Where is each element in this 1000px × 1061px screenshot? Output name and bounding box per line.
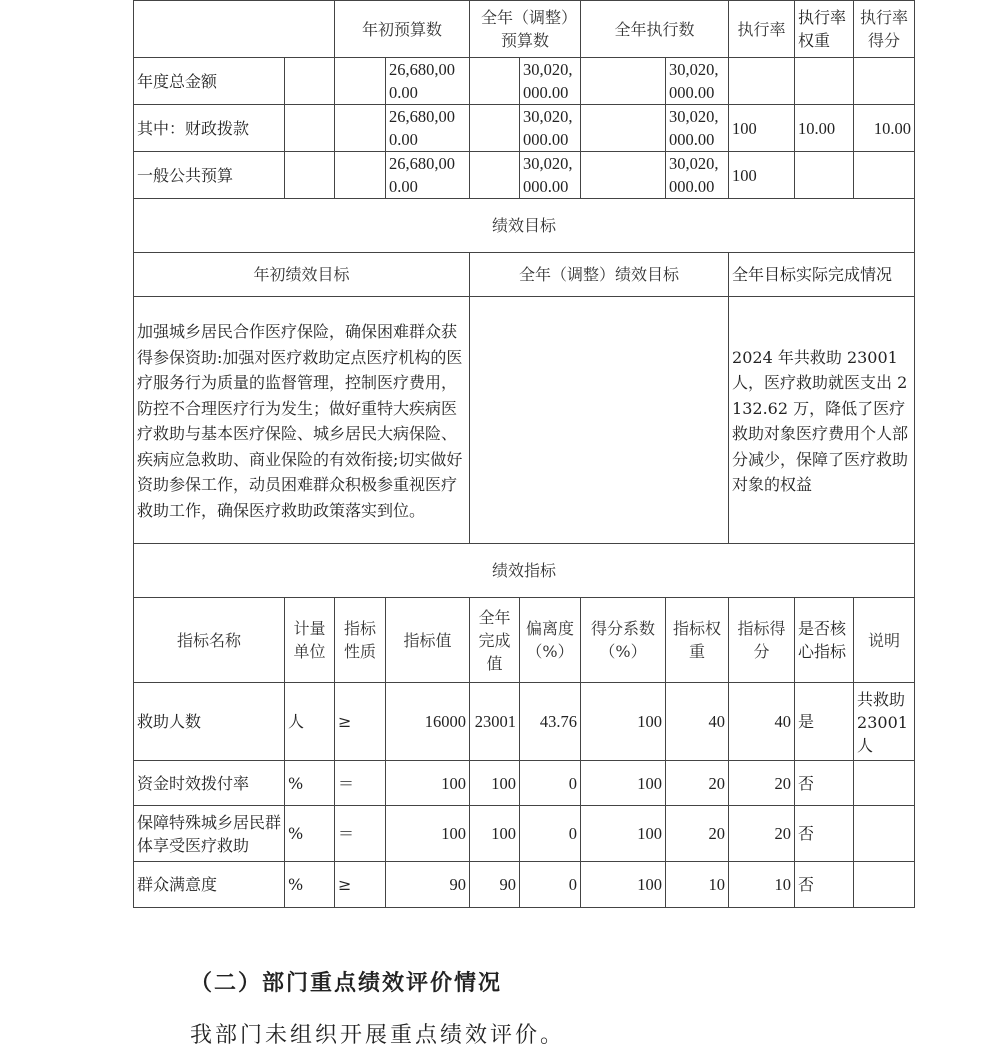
budget-row (134, 58, 915, 105)
indicator-note: 共救助23001人 (854, 683, 915, 761)
indicator-row (134, 761, 915, 806)
ind-header-deviation: 偏离度（%） (520, 598, 581, 683)
budget-initial: 26,680,000.00 (386, 152, 470, 199)
header-exec-rate: 执行率 (729, 1, 795, 58)
indicators-header-row (134, 598, 915, 683)
indicator-name: 救助人数 (134, 683, 285, 761)
ind-header-target: 指标值 (386, 598, 470, 683)
ind-header-unit: 计量单位 (285, 598, 335, 683)
budget-adjusted: 30,020,000.00 (520, 105, 581, 152)
goals-header-actual: 全年目标实际完成情况 (729, 253, 915, 297)
indicator-actual: 90 (470, 862, 520, 908)
indicator-target: 100 (386, 806, 470, 862)
goals-header-adjusted: 全年（调整）绩效目标 (470, 253, 729, 297)
empty-cell (285, 152, 335, 199)
indicator-actual: 100 (470, 761, 520, 806)
indicator-nature: ＝ (335, 806, 386, 862)
goals-actual-text: 2024 年共救助 23001 人，医疗救助就医支出 2132.62 万，降低了医疗救助对象医疗费用个人部分减少，保障了医疗救助对象的权益 (729, 297, 915, 544)
empty-cell (581, 58, 666, 105)
header-executed: 全年执行数 (581, 1, 729, 58)
goals-initial-text: 加强城乡居民合作医疗保险，确保困难群众获得参保资助:加强对医疗救助定点医疗机构的医疗服务行为质量的监督管理，控制医疗费用，防控不合理医疗行为发生；做好重特大疾病医疗救助与基本医疗保险、城乡居民大病保险、疾病应急救助、商业保险的有效衔接;切实做好资助参保工作，动员困难群众积极参重视医疗救助工作，确保医疗救助政策落实到位。 (134, 297, 470, 544)
empty-cell (285, 105, 335, 152)
indicator-nature: ＝ (335, 761, 386, 806)
section-body: 我部门未组织开展重点绩效评价。 (190, 1023, 566, 1048)
indicator-weight: 10 (666, 862, 729, 908)
indicator-core: 否 (795, 862, 854, 908)
indicator-deviation: 0 (520, 806, 581, 862)
budget-header-blank (134, 1, 335, 58)
indicators-title-row (134, 544, 915, 598)
budget-adjusted: 30,020,000.00 (520, 58, 581, 105)
indicator-score: 10 (729, 862, 795, 908)
indicator-weight: 20 (666, 806, 729, 862)
budget-score (854, 58, 915, 105)
indicator-actual: 100 (470, 806, 520, 862)
budget-rate: 100 (729, 152, 795, 199)
indicator-unit: % (285, 806, 335, 862)
budget-adjusted: 30,020,000.00 (520, 152, 581, 199)
budget-weight: 10.00 (795, 105, 854, 152)
budget-rate: 100 (729, 105, 795, 152)
goals-title-row (134, 199, 915, 253)
empty-cell (335, 152, 386, 199)
section-heading: （二）部门重点绩效评价情况 (190, 970, 503, 996)
indicator-core: 否 (795, 806, 854, 862)
header-initial-budget: 年初预算数 (335, 1, 470, 58)
ind-header-note: 说明 (854, 598, 915, 683)
budget-row (134, 105, 915, 152)
ind-header-actual: 全年完成值 (470, 598, 520, 683)
empty-cell (335, 105, 386, 152)
budget-weight (795, 152, 854, 199)
goals-adjusted-text (470, 297, 729, 544)
ind-header-weight: 指标权重 (666, 598, 729, 683)
indicator-name: 群众满意度 (134, 862, 285, 908)
indicator-note (854, 761, 915, 806)
empty-cell (335, 58, 386, 105)
goals-header-initial: 年初绩效目标 (134, 253, 470, 297)
budget-row-label: 年度总金额 (134, 58, 285, 105)
budget-executed: 30,020,000.00 (666, 152, 729, 199)
budget-header-row (134, 1, 915, 58)
budget-executed: 30,020,000.00 (666, 58, 729, 105)
indicator-name: 资金时效拨付率 (134, 761, 285, 806)
budget-row-label: 一般公共预算 (134, 152, 285, 199)
empty-cell (581, 105, 666, 152)
header-exec-rate-weight: 执行率权重 (795, 1, 854, 58)
budget-weight (795, 58, 854, 105)
indicator-unit: 人 (285, 683, 335, 761)
indicator-unit: % (285, 862, 335, 908)
indicator-target: 16000 (386, 683, 470, 761)
indicator-target: 90 (386, 862, 470, 908)
budget-score: 10.00 (854, 105, 915, 152)
indicator-core: 是 (795, 683, 854, 761)
indicator-note (854, 862, 915, 908)
indicator-score: 40 (729, 683, 795, 761)
indicator-weight: 20 (666, 761, 729, 806)
goals-content-row (134, 297, 915, 544)
indicator-score: 20 (729, 806, 795, 862)
indicator-deviation: 0 (520, 862, 581, 908)
ind-header-name: 指标名称 (134, 598, 285, 683)
indicator-row (134, 806, 915, 862)
empty-cell (470, 152, 520, 199)
budget-initial: 26,680,000.00 (386, 105, 470, 152)
indicator-coef: 100 (581, 806, 666, 862)
ind-header-coef: 得分系数（%） (581, 598, 666, 683)
budget-row-label: 其中：财政拨款 (134, 105, 285, 152)
empty-cell (285, 58, 335, 105)
indicator-row (134, 862, 915, 908)
empty-cell (470, 58, 520, 105)
budget-rate (729, 58, 795, 105)
budget-score (854, 152, 915, 199)
header-exec-rate-score: 执行率得分 (854, 1, 915, 58)
indicator-coef: 100 (581, 761, 666, 806)
indicator-weight: 40 (666, 683, 729, 761)
indicator-core: 否 (795, 761, 854, 806)
indicators-section-title: 绩效指标 (134, 544, 915, 598)
indicator-nature: ≥ (335, 862, 386, 908)
indicator-name: 保障特殊城乡居民群体享受医疗救助 (134, 806, 285, 862)
indicator-unit: % (285, 761, 335, 806)
budget-executed: 30,020,000.00 (666, 105, 729, 152)
indicator-coef: 100 (581, 683, 666, 761)
indicator-deviation: 43.76 (520, 683, 581, 761)
indicator-deviation: 0 (520, 761, 581, 806)
empty-cell (581, 152, 666, 199)
indicator-nature: ≥ (335, 683, 386, 761)
goals-header-row (134, 253, 915, 297)
indicator-row (134, 683, 915, 761)
indicator-score: 20 (729, 761, 795, 806)
empty-cell (470, 105, 520, 152)
performance-table (133, 0, 915, 908)
indicator-target: 100 (386, 761, 470, 806)
ind-header-score: 指标得分 (729, 598, 795, 683)
indicator-note (854, 806, 915, 862)
header-adjusted-budget: 全年（调整）预算数 (470, 1, 581, 58)
ind-header-core: 是否核心指标 (795, 598, 854, 683)
indicator-actual: 23001 (470, 683, 520, 761)
goals-section-title: 绩效目标 (134, 199, 915, 253)
budget-initial: 26,680,000.00 (386, 58, 470, 105)
ind-header-nature: 指标性质 (335, 598, 386, 683)
indicator-coef: 100 (581, 862, 666, 908)
budget-row (134, 152, 915, 199)
